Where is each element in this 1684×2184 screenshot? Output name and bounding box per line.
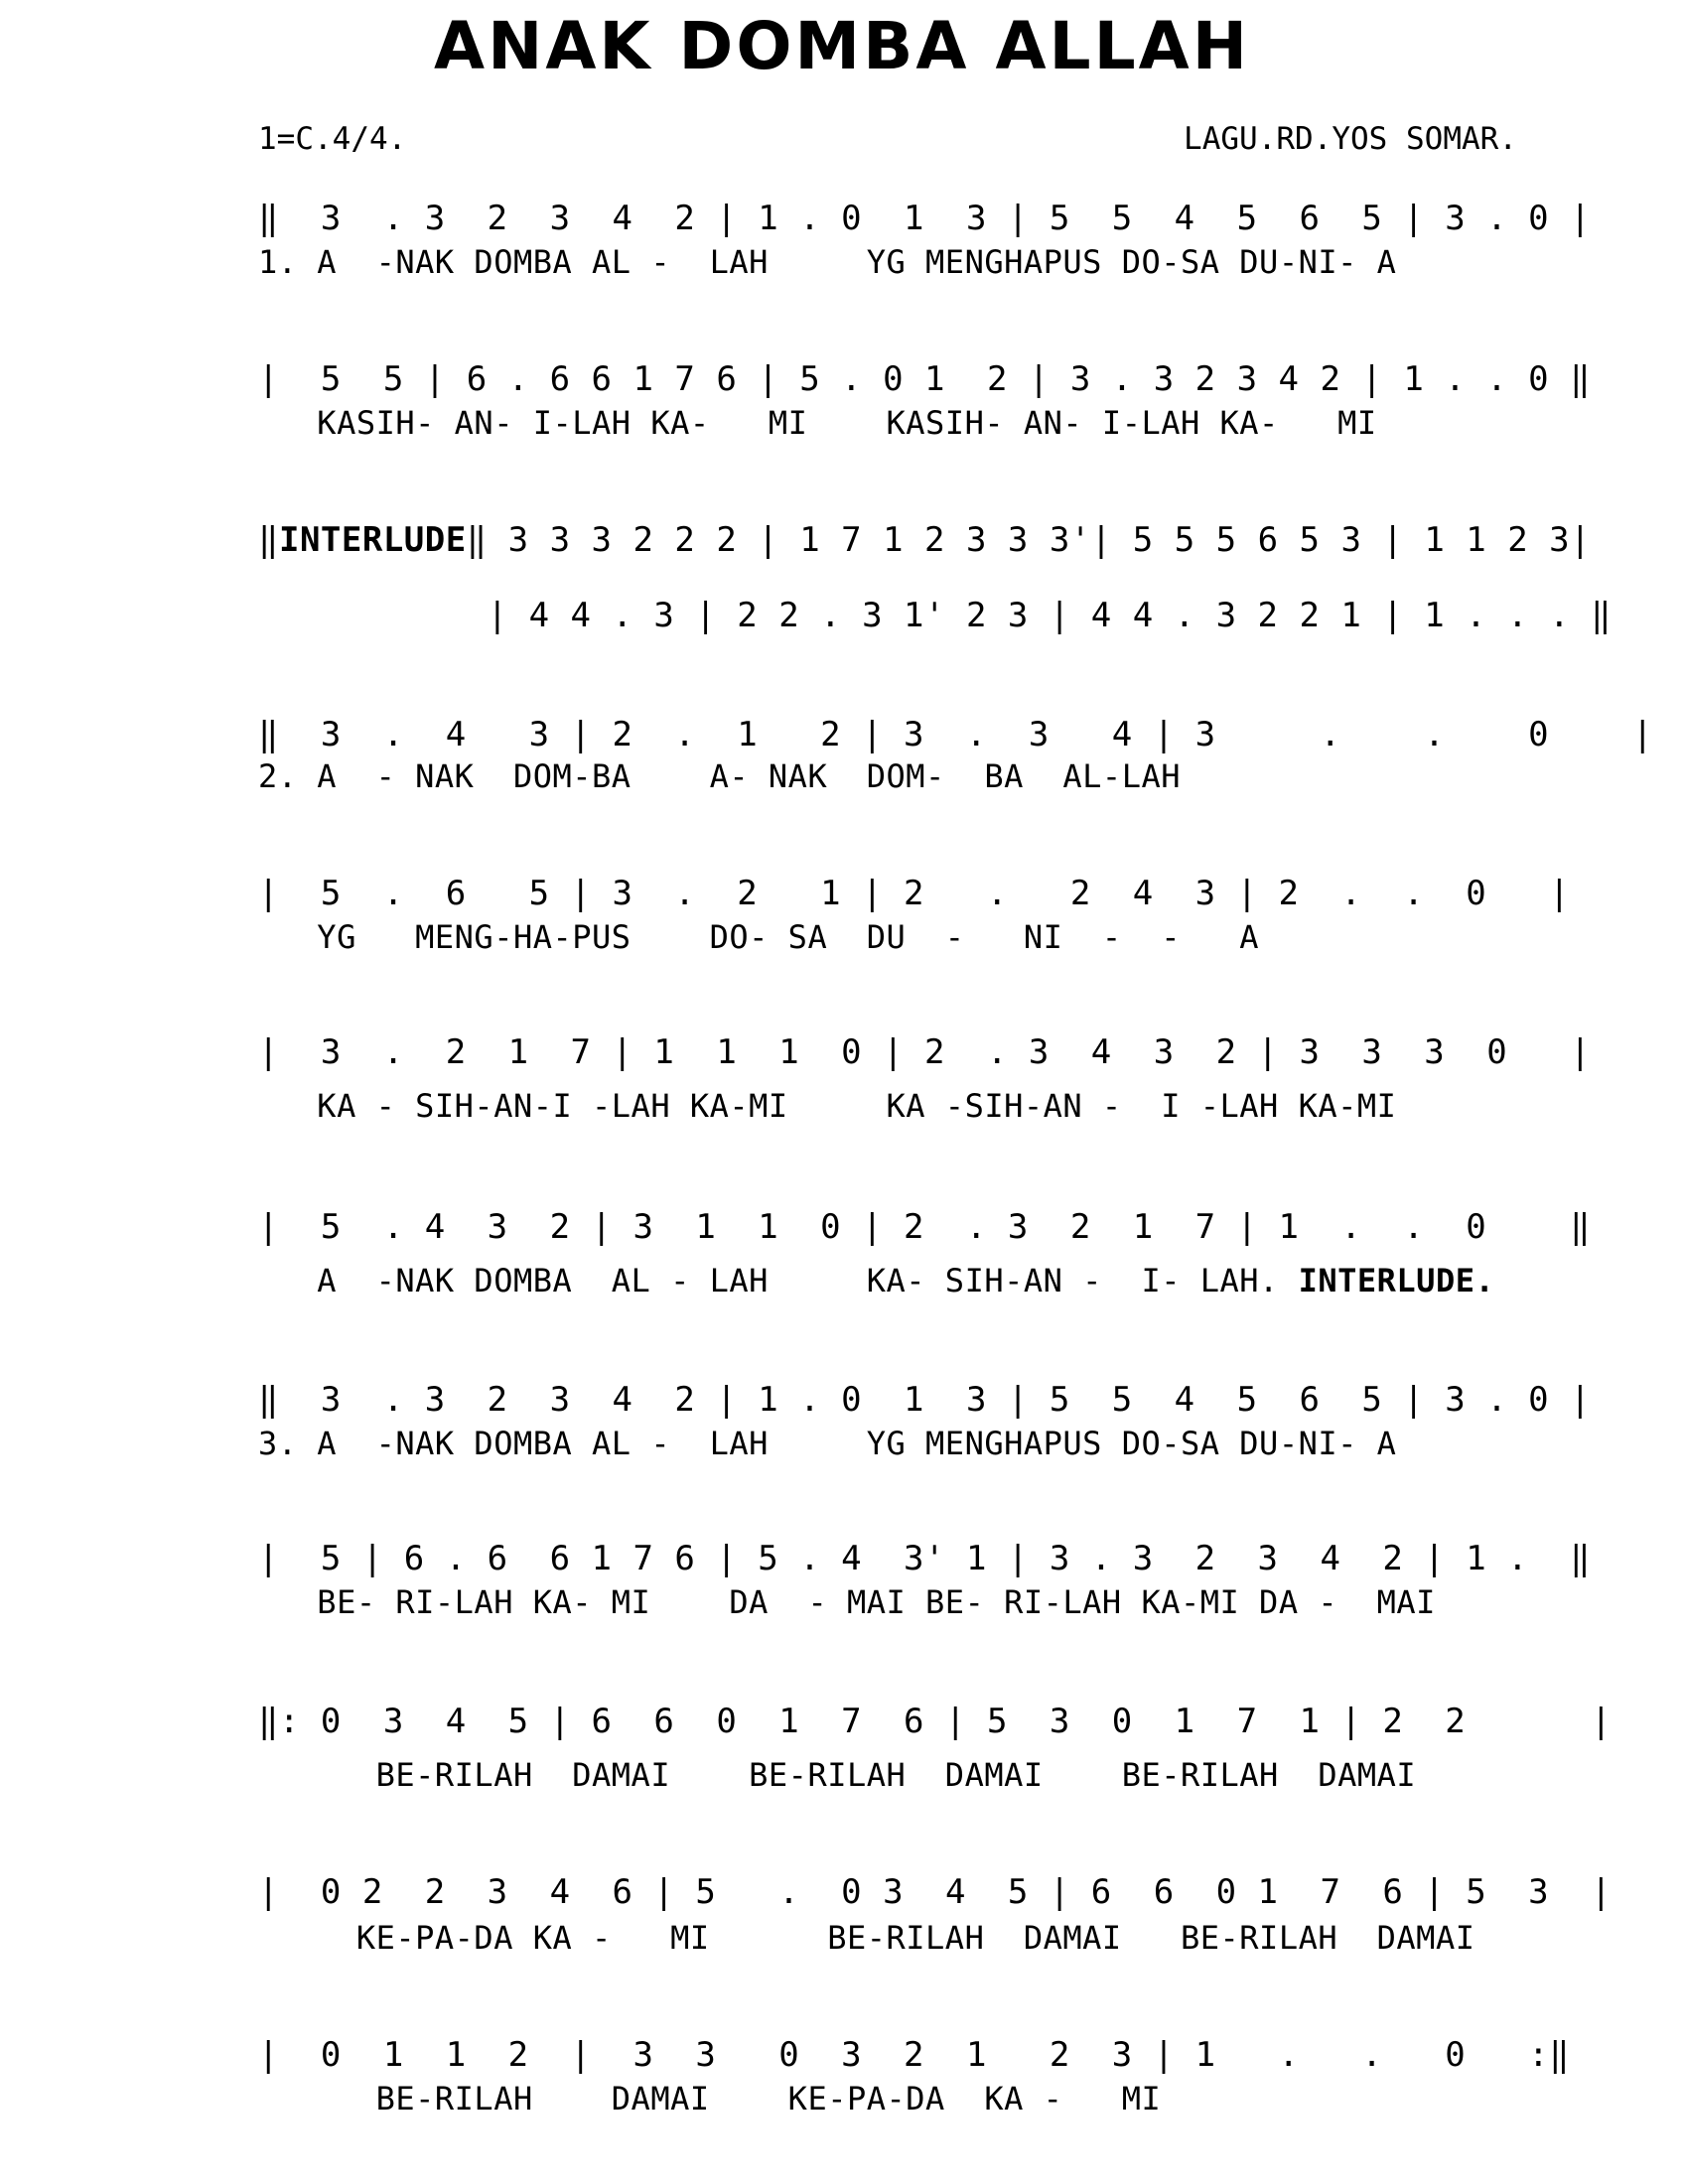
notation-line: | 0 1 1 2 | 3 3 0 3 2 1 2 3 | 1 . . 0 :‖	[258, 2035, 1571, 2075]
notation-line: | 5 | 6 . 6 6 1 7 6 | 5 . 4 3' 1 | 3 . 3 2 3 4 2 | 1 . ‖	[258, 1539, 1592, 1578]
lyric-line: KASIH- AN- I-LAH KA- MI KASIH- AN- I-LAH KA- MI	[258, 404, 1377, 442]
composer-credit: LAGU.RD.YOS SOMAR.	[1184, 121, 1517, 157]
lyric-line: 1. A -NAK DOMBA AL - LAH YG MENGHAPUS DO-SA DU-NI- A	[258, 243, 1397, 281]
lyric-line: 3. A -NAK DOMBA AL - LAH YG MENGHAPUS DO-SA DU-NI- A	[258, 1425, 1397, 1462]
interlude-marker: INTERLUDE.	[1278, 1262, 1495, 1299]
notation-line: | 5 . 6 5 | 3 . 2 1 | 2 . 2 4 3 | 2 . . 0 |	[258, 874, 1571, 913]
lyric-text: A -NAK DOMBA AL - LAH KA- SIH-AN - I- LAH.	[258, 1262, 1279, 1299]
lyric-line: 2. A - NAK DOM-BA A- NAK DOM- BA AL-LAH	[258, 757, 1181, 795]
notation-line: | 0 2 2 3 4 6 | 5 . 0 3 4 5 | 6 6 0 1 7 6 | 5 3 |	[258, 1872, 1613, 1912]
notation-line: ‖: 0 3 4 5 | 6 6 0 1 7 6 | 5 3 0 1 7 1 | 2 2 |	[258, 1702, 1613, 1741]
notation-line: ‖ 3 . 3 2 3 4 2 | 1 . 0 1 3 | 5 5 4 5 6 5 | 3 . 0 |	[258, 199, 1592, 238]
notation-line: | 3 . 2 1 7 | 1 1 1 0 | 2 . 3 4 3 2 | 3 3 3 0 |	[258, 1032, 1592, 1072]
lyric-line: KA - SIH-AN-I -LAH KA-MI KA -SIH-AN - I -LAH KA-MI	[258, 1087, 1397, 1125]
lyric-line: BE-RILAH DAMAI BE-RILAH DAMAI BE-RILAH DAMAI	[258, 1756, 1417, 1794]
song-title: ANAK DOMBA ALLAH	[434, 8, 1250, 84]
notation-line: ‖ 3 . 3 2 3 4 2 | 1 . 0 1 3 | 5 5 4 5 6 5 | 3 . 0 |	[258, 1380, 1592, 1420]
interlude-notation-line: ‖INTERLUDE‖ 3 3 3 2 2 2 | 1 7 1 2 3 3 3'| 5 5 5 6 5 3 | 1 1 2 3|	[258, 520, 1592, 560]
lyric-line: KE-PA-DA KA - MI BE-RILAH DAMAI BE-RILAH DAMAI	[258, 1919, 1475, 1957]
notation-line: | 5 . 4 3 2 | 3 1 1 0 | 2 . 3 2 1 7 | 1 . . 0 ‖	[258, 1207, 1592, 1247]
lyric-line: BE- RI-LAH KA- MI DA - MAI BE- RI-LAH KA-MI DA - MAI	[258, 1583, 1436, 1621]
notation-line: ‖ 3 . 4 3 | 2 . 1 2 | 3 . 3 4 | 3 . . 0 |	[258, 715, 1653, 754]
interlude-notation-line-2: | 4 4 . 3 | 2 2 . 3 1' 2 3 | 4 4 . 3 2 2 1 | 1 . . . ‖	[258, 596, 1613, 635]
lyric-line: BE-RILAH DAMAI KE-PA-DA KA - MI	[258, 2080, 1162, 2117]
notation-line: | 5 5 | 6 . 6 6 1 7 6 | 5 . 0 1 2 | 3 . 3 2 3 4 2 | 1 . . 0 ‖	[258, 359, 1592, 399]
lyric-line: YG MENG-HA-PUS DO- SA DU - NI - - A	[258, 918, 1260, 956]
key-signature: 1=C.4/4.	[258, 121, 407, 157]
interlude-label: INTERLUDE	[278, 520, 467, 560]
lyric-line	[258, 1261, 1494, 1300]
